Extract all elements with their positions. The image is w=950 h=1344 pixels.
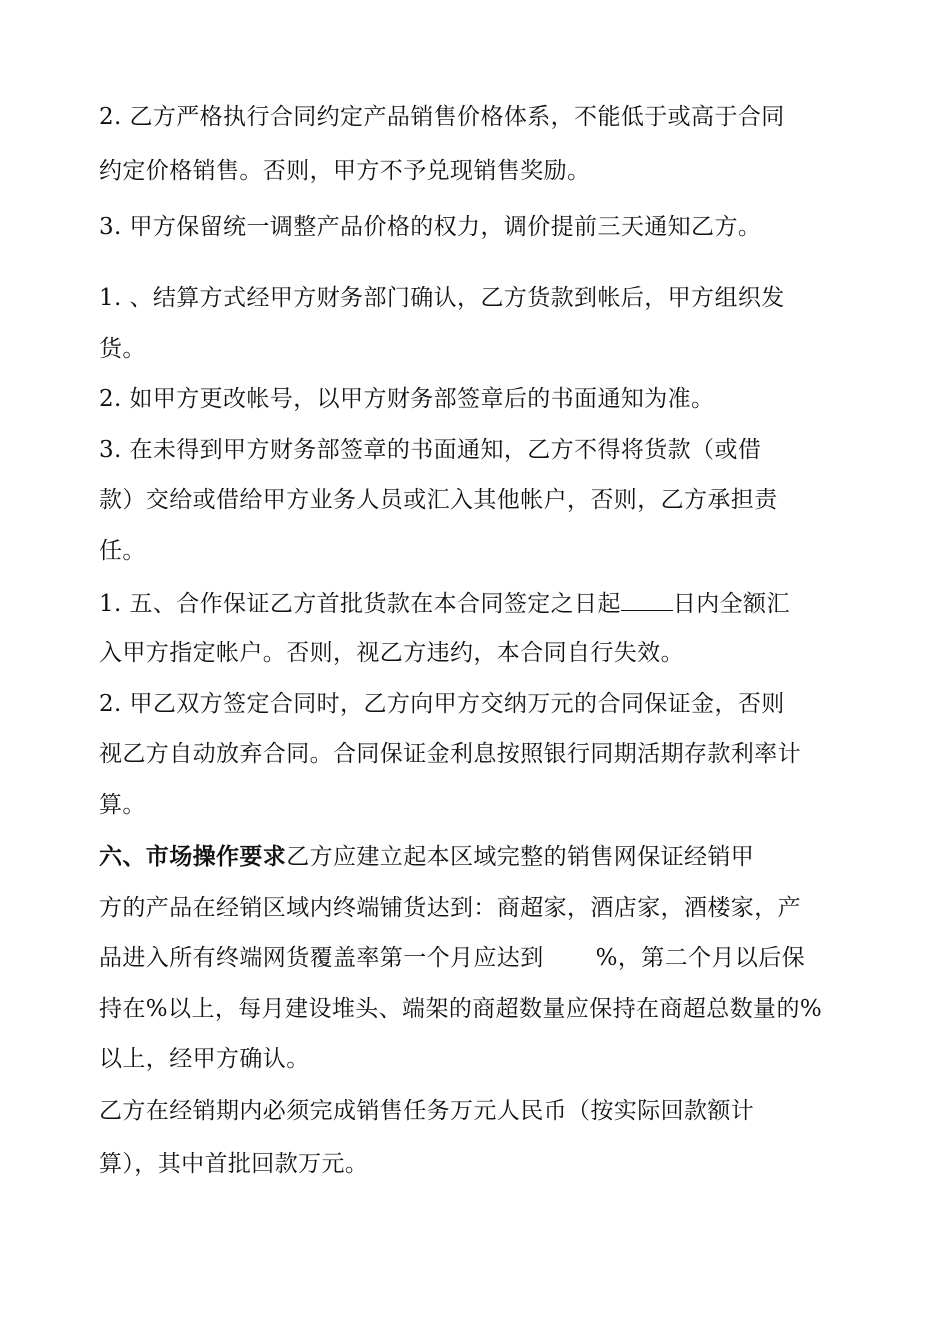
paragraph-line: 款）交给或借给甲方业务人员或汇入其他帐户，否则，乙方承担责: [99, 487, 778, 513]
paragraph-text: 1. 五、合作保证乙方首批货款在本合同签定之日起: [99, 591, 621, 617]
paragraph-line: 算。: [99, 792, 146, 818]
paragraph-text: 品进入所有终端网货覆盖率第一个月应达到: [99, 945, 544, 971]
paragraph-line: 1. 、结算方式经甲方财务部门确认，乙方货款到帐后，甲方组织发: [99, 285, 785, 311]
paragraph-line: [99, 943, 805, 973]
paragraph-line: 3. 甲方保留统一调整产品价格的权力，调价提前三天通知乙方。: [99, 214, 762, 240]
paragraph-line: [99, 842, 754, 872]
paragraph-line: 算），其中首批回款万元。: [99, 1151, 369, 1177]
paragraph-line: 货。: [99, 336, 146, 362]
paragraph-line: 持在%以上，每月建设堆头、端架的商超数量应保持在商超总数量的%: [99, 996, 823, 1022]
paragraph-text: 乙方应建立起本区域完整的销售网保证经销甲: [286, 844, 755, 870]
paragraph-line: 2. 如甲方更改帐号，以甲方财务部签章后的书面通知为准。: [99, 386, 715, 412]
paragraph-line: 入甲方指定帐户。否则，视乙方违约，本合同自行失效。: [99, 640, 684, 666]
paragraph-line: 方的产品在经销区域内终端铺货达到：商超家，酒店家，酒楼家，产: [99, 895, 801, 921]
paragraph-line: 以上，经甲方确认。: [99, 1046, 310, 1072]
paragraph-line: 乙方在经销期内必须完成销售任务万元人民币（按实际回款额计: [99, 1098, 755, 1124]
paragraph-line: 任。: [99, 538, 146, 564]
paragraph-line: 视乙方自动放弃合同。合同保证金利息按照银行同期活期存款利率计: [99, 741, 801, 767]
paragraph-text: %，第二个月以后保: [595, 945, 806, 971]
paragraph-line: 2. 甲乙双方签定合同时，乙方向甲方交纳万元的合同保证金，否则: [99, 691, 785, 717]
section-heading: 六、市场操作要求: [99, 844, 287, 870]
blank-underline: [621, 588, 673, 611]
paragraph-line: [99, 588, 790, 619]
paragraph-line: 约定价格销售。否则，甲方不予兑现销售奖励。: [99, 158, 591, 184]
paragraph-text: 日内全额汇: [672, 591, 790, 617]
paragraph-line: 3. 在未得到甲方财务部签章的书面通知，乙方不得将货款（或借: [99, 437, 762, 463]
paragraph-line: 2. 乙方严格执行合同约定产品销售价格体系，不能低于或高于合同: [99, 104, 785, 130]
